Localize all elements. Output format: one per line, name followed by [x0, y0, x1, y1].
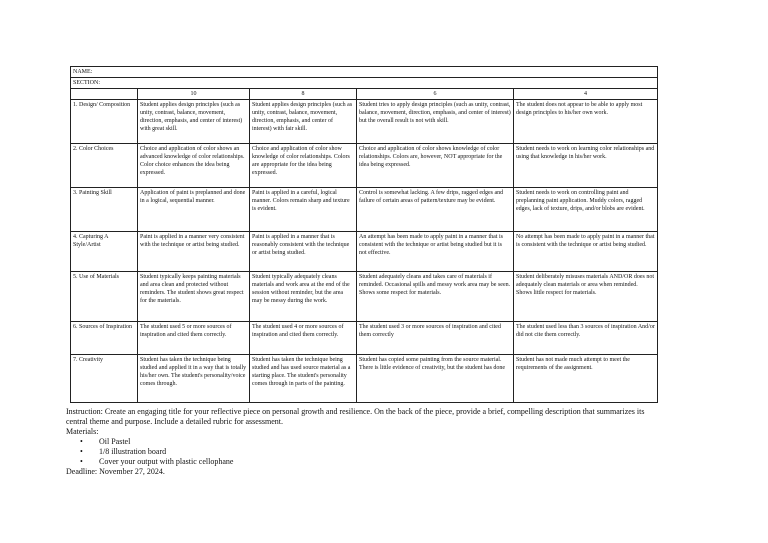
criterion-cell: 5. Use of Materials: [71, 272, 138, 322]
bullet-icon: •: [80, 457, 83, 466]
rubric-cell: Student typically keeps painting materials and area clean and protected without reminders. The student shows great respect for the materials.: [138, 272, 250, 322]
material-item: Oil Pastel: [99, 437, 131, 446]
table-row: [71, 322, 658, 355]
rubric-cell: Student applies design principles (such as unity, contrast, balance, movement, direction, emphasis, and center of interest) with great skill.: [138, 100, 250, 144]
rubric-cell: Student deliberately misuses materials AND/OR does not adequately clean materials or area when reminded. Shows little respect for materials.: [514, 272, 658, 322]
criterion-cell: 1. Design/ Composition: [71, 100, 138, 144]
bullet-icon: •: [80, 447, 83, 456]
score-8: 8: [250, 89, 357, 100]
rubric-table: [70, 66, 658, 403]
rubric-cell: Student has copied some painting from the source material. There is little evidence of creativity, but the student has done: [357, 355, 514, 403]
material-item: Cover your output with plastic cellophane: [99, 457, 234, 466]
score-header-row: [71, 89, 658, 100]
criterion-cell: 6. Sources of Inspiration: [71, 322, 138, 355]
rubric-cell: Student tries to apply design principles (such as unity, contrast, balance, movement, direction, emphasis, and center of interest) but the overall result is not with skill.: [357, 100, 514, 144]
materials-label: Materials:: [66, 427, 99, 436]
instruction-text: Instruction: Create an engaging title for your reflective piece on personal growth and resilience. On the back of the piece, provide a brief, compelling description that summarizes its central theme and purpose. Include a detailed rubric for assessment.: [66, 407, 645, 426]
deadline-text: Deadline: November 27, 2024.: [66, 467, 165, 476]
material-item: 1/8 illustration board: [99, 447, 167, 456]
criterion-cell: 7. Creativity: [71, 355, 138, 403]
section-row: [71, 78, 658, 89]
table-row: [71, 100, 658, 144]
score-10: 10: [138, 89, 250, 100]
rubric-cell: An attempt has been made to apply paint in a manner that is consistent with the technique or artist being studied but it is not effective.: [357, 232, 514, 272]
rubric-cell: The student does not appear to be able to apply most design principles to his/her own work.: [514, 100, 658, 144]
rubric-cell: No attempt has been made to apply paint in a manner that is consistent with the technique or artist being studied.: [514, 232, 658, 272]
criterion-cell: 4. Capturing A Style/Artist: [71, 232, 138, 272]
bullet-icon: •: [80, 437, 83, 446]
score-header-empty: [71, 89, 138, 100]
table-row: [71, 188, 658, 232]
criterion-cell: 3. Painting Skill: [71, 188, 138, 232]
score-4: 4: [514, 89, 658, 100]
rubric-cell: Student adequately cleans and takes care of materials if reminded. Occasional spills and messy work area may be seen. Shows some respect for materials.: [357, 272, 514, 322]
name-label: NAME:: [71, 67, 658, 78]
name-row: [71, 67, 658, 78]
rubric-cell: Student has not made much attempt to meet the requirements of the assignment.: [514, 355, 658, 403]
table-row: [71, 355, 658, 403]
rubric-cell: Application of paint is preplanned and done in a logical, sequential manner.: [138, 188, 250, 232]
rubric-cell: Choice and application of color show knowledge of color relationships. Colors are appropriate for the idea being expressed.: [250, 144, 357, 188]
rubric-cell: Student needs to work on learning color relationships and using that knowledge in his/her work.: [514, 144, 658, 188]
assignment-notes: [66, 407, 666, 477]
section-label: SECTION:: [71, 78, 658, 89]
rubric-cell: Student has taken the technique being studied and has used source material as a starting place. The student's personality comes through in parts of the painting.: [250, 355, 357, 403]
score-6: 6: [357, 89, 514, 100]
rubric-cell: Student typically adequately cleans materials and work area at the end of the session without reminder, but the area may be messy during the work.: [250, 272, 357, 322]
criterion-cell: 2. Color Choices: [71, 144, 138, 188]
rubric-cell: Control is somewhat lacking. A few drips, ragged edges and failure of certain areas of pattern/texture may be evident.: [357, 188, 514, 232]
rubric-cell: The student used less than 3 sources of inspiration And/or did not cite them correctly.: [514, 322, 658, 355]
rubric-cell: The student used 4 or more sources of inspiration and cited them correctly.: [250, 322, 357, 355]
rubric-cell: Paint is applied in a manner very consistent with the technique or artist being studied.: [138, 232, 250, 272]
rubric-cell: Paint is applied in a careful, logical manner. Colors remain sharp and texture is evident.: [250, 188, 357, 232]
table-row: [71, 272, 658, 322]
rubric-cell: Student applies design principles (such as unity, contrast, balance, movement, direction, emphasis, and center of interest) with fair skill.: [250, 100, 357, 144]
list-item: [66, 447, 666, 457]
list-item: [66, 457, 666, 467]
table-row: [71, 232, 658, 272]
rubric-cell: The student used 3 or more sources of inspiration and cited them correctly: [357, 322, 514, 355]
rubric-cell: Paint is applied in a manner that is reasonably consistent with the technique or artist being studied.: [250, 232, 357, 272]
rubric-cell: Student needs to work on controlling paint and preplanning paint application. Muddy colors, ragged edges, lack of texture, drips, and/or blobs are evident.: [514, 188, 658, 232]
list-item: [66, 437, 666, 447]
table-row: [71, 144, 658, 188]
materials-list: [66, 437, 666, 467]
rubric-cell: Student has taken the technique being studied and applied it in a way that is totally his/her own. The student's personality/voice comes through.: [138, 355, 250, 403]
rubric-cell: The student used 5 or more sources of inspiration and cited them correctly.: [138, 322, 250, 355]
rubric-cell: Choice and application of color shows an advanced knowledge of color relationships. Color choice enhances the idea being expressed.: [138, 144, 250, 188]
rubric-cell: Choice and application of color shows knowledge of color relationships. Colors are, however, NOT appropriate for the idea being expressed.: [357, 144, 514, 188]
